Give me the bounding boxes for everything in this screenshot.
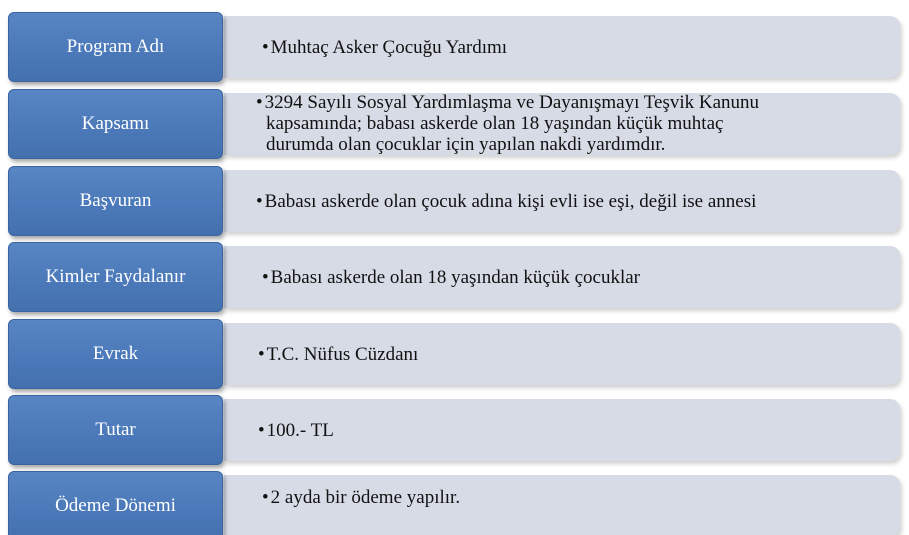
content-line: 3294 Sayılı Sosyal Yardımlaşma ve Dayanışmayı Teşvik Kanunu [264,92,760,113]
content-line-1 [256,92,759,113]
content-documents-text [258,323,880,385]
content-line: T.C. Nüfus Cüzdanı [266,343,419,365]
content-line: Babası askerde olan 18 yaşından küçük çocuklar [270,266,640,288]
row-amount [0,395,909,471]
label-documents: Evrak [8,319,223,389]
content-line: Muhtaç Asker Çocuğu Yardımı [270,36,508,58]
content-scope [224,93,900,155]
bullet: • [258,419,265,441]
bullet: • [256,92,263,113]
content-program-name-text [262,16,880,78]
content-program-name [224,16,900,78]
bullet: • [256,190,263,212]
label-amount: Tutar [8,395,223,465]
content-payment-period-text [262,487,880,535]
row-program-name [0,12,909,88]
content-beneficiaries [224,246,900,308]
content-scope-text [256,92,844,155]
content-beneficiaries-text [262,246,880,308]
content-line: 2 ayda bir ödeme yapılır. [270,487,461,508]
row-applicant [0,166,909,242]
content-amount [224,399,900,461]
label-applicant: Başvuran [8,166,223,236]
bullet: • [262,266,269,288]
bullet: • [258,343,265,365]
content-line: 100.- TL [266,419,334,441]
label-program-name: Program Adı [8,12,223,82]
bullet: • [262,36,269,58]
content-applicant-text [256,170,880,232]
label-beneficiaries: Kimler Faydalanır [8,242,223,312]
content-line: Babası askerde olan çocuk adına kişi evli ise eşi, değil ise annesi [264,190,757,212]
content-scope-lines [256,92,759,155]
content-line-3: durumda olan çocuklar için yapılan nakdi yardımdır. [266,134,666,155]
content-documents [224,323,900,385]
row-payment-period [0,471,909,535]
bullet: • [262,487,269,508]
content-applicant [224,170,900,232]
content-amount-text [258,399,880,461]
label-scope: Kapsamı [8,89,223,159]
content-payment-period [224,475,900,535]
row-documents [0,319,909,395]
row-scope [0,89,909,165]
label-payment-period: Ödeme Dönemi [8,471,223,535]
content-line-2: kapsamında; babası askerde olan 18 yaşından küçük muhtaç [266,113,724,134]
row-beneficiaries [0,242,909,318]
